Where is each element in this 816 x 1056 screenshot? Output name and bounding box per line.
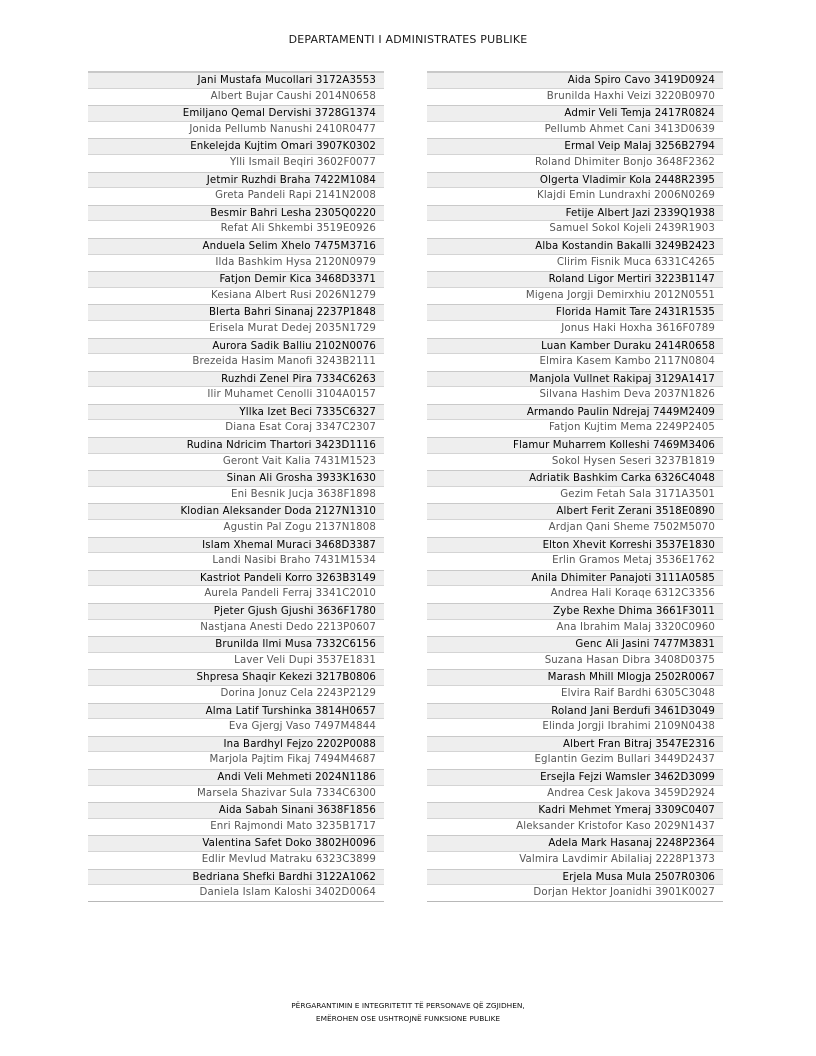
- list-item: Olgerta Vladimir Kola 2448R2395: [427, 172, 723, 189]
- list-item: Klodian Aleksander Doda 2127N1310: [88, 503, 384, 520]
- list-item: Brunilda Haxhi Veizi 3220B0970: [427, 89, 723, 106]
- list-item: Flamur Muharrem Kolleshi 7469M3406: [427, 437, 723, 454]
- list-item: Brezeida Hasim Manofi 3243B2111: [88, 354, 384, 371]
- list-item: Valentina Safet Doko 3802H0096: [88, 835, 384, 852]
- list-item: Landi Nasibi Braho 7431M1534: [88, 553, 384, 570]
- list-item: Eva Gjergj Vaso 7497M4844: [88, 719, 384, 736]
- list-item: Kesiana Albert Rusi 2026N1279: [88, 288, 384, 305]
- list-item: Adela Mark Hasanaj 2248P2364: [427, 835, 723, 852]
- list-item: Ruzhdi Zenel Pira 7334C6263: [88, 371, 384, 388]
- list-item: Valmira Lavdimir Abilaliaj 2228P1373: [427, 852, 723, 869]
- list-item: Clirim Fisnik Muca 6331C4265: [427, 255, 723, 272]
- list-item: Elinda Jorgji Ibrahimi 2109N0438: [427, 719, 723, 736]
- list-item: Shpresa Shaqir Kekezi 3217B0806: [88, 669, 384, 686]
- list-item: Geront Vait Kalia 7431M1523: [88, 454, 384, 471]
- list-item: Albert Fran Bitraj 3547E2316: [427, 736, 723, 753]
- list-item: Enkelejda Kujtim Omari 3907K0302: [88, 138, 384, 155]
- list-item: Roland Jani Berdufi 3461D3049: [427, 703, 723, 720]
- list-item: Elmira Kasem Kambo 2117N0804: [427, 354, 723, 371]
- list-item: Ersejla Fejzi Wamsler 3462D3099: [427, 769, 723, 786]
- list-item: Marash Mhill Mlogja 2502R0067: [427, 669, 723, 686]
- page-title: DEPARTAMENTI I ADMINISTRATES PUBLIKE: [288, 33, 528, 46]
- list-item: Jani Mustafa Mucollari 3172A3553: [88, 72, 384, 89]
- list-item: Pellumb Ahmet Cani 3413D0639: [427, 122, 723, 139]
- list-item: Ilir Muhamet Cenolli 3104A0157: [88, 387, 384, 404]
- list-item: Edlir Mevlud Matraku 6323C3899: [88, 852, 384, 869]
- list-item: Eglantin Gezim Bullari 3449D2437: [427, 752, 723, 769]
- list-item: Fetije Albert Jazi 2339Q1938: [427, 205, 723, 222]
- list-item: Albert Bujar Caushi 2014N0658: [88, 89, 384, 106]
- list-item: Pjeter Gjush Gjushi 3636F1780: [88, 603, 384, 620]
- list-item: Emiljano Qemal Dervishi 3728G1374: [88, 105, 384, 122]
- list-item: Marsela Shazivar Sula 7334C6300: [88, 786, 384, 803]
- list-item: Jonida Pellumb Nanushi 2410R0477: [88, 122, 384, 139]
- list-item: Genc Ali Jasini 7477M3831: [427, 636, 723, 653]
- list-item: Ilda Bashkim Hysa 2120N0979: [88, 255, 384, 272]
- list-item: Luan Kamber Duraku 2414R0658: [427, 338, 723, 355]
- list-item: Erjela Musa Mula 2507R0306: [427, 869, 723, 886]
- list-item: Elton Xhevit Korreshi 3537E1830: [427, 537, 723, 554]
- footer: [0, 999, 816, 1025]
- list-item: Alba Kostandin Bakalli 3249B2423: [427, 238, 723, 255]
- list-item: Kadri Mehmet Ymeraj 3309C0407: [427, 802, 723, 819]
- list-item: Laver Veli Dupi 3537E1831: [88, 653, 384, 670]
- list-item: Ermal Veip Malaj 3256B2794: [427, 138, 723, 155]
- list-item: Aurora Sadik Balliu 2102N0076: [88, 338, 384, 355]
- list-item: Ylli Ismail Beqiri 3602F0077: [88, 155, 384, 172]
- list-item: Brunilda Ilmi Musa 7332C6156: [88, 636, 384, 653]
- list-item: Adriatik Bashkim Carka 6326C4048: [427, 470, 723, 487]
- list-item: Migena Jorgji Demirxhiu 2012N0551: [427, 288, 723, 305]
- list-item: Kastriot Pandeli Korro 3263B3149: [88, 570, 384, 587]
- list-item: Andi Veli Mehmeti 2024N1186: [88, 769, 384, 786]
- list-item: Diana Esat Coraj 3347C2307: [88, 420, 384, 437]
- list-item: Erlin Gramos Metaj 3536E1762: [427, 553, 723, 570]
- list-item: Aida Sabah Sinani 3638F1856: [88, 802, 384, 819]
- list-item: Besmir Bahri Lesha 2305Q0220: [88, 205, 384, 222]
- list-item: Andrea Hali Koraqe 6312C3356: [427, 586, 723, 603]
- list-item: Rudina Ndricim Thartori 3423D1116: [88, 437, 384, 454]
- list-item: Agustin Pal Zogu 2137N1808: [88, 520, 384, 537]
- list-item: Zybe Rexhe Dhima 3661F3011: [427, 603, 723, 620]
- footer-line-1: PËRGARANTIMIN E INTEGRITETIT TË PERSONAVE QË ZGJIDHEN,: [291, 1001, 525, 1010]
- list-item: Aurela Pandeli Ferraj 3341C2010: [88, 586, 384, 603]
- list-item: Samuel Sokol Kojeli 2439R1903: [427, 221, 723, 238]
- list-item: Blerta Bahri Sinanaj 2237P1848: [88, 304, 384, 321]
- list-item: Refat Ali Shkembi 3519E0926: [88, 221, 384, 238]
- list-item: Albert Ferit Zerani 3518E0890: [427, 503, 723, 520]
- list-item: Fatjon Kujtim Mema 2249P2405: [427, 420, 723, 437]
- list-item: Jetmir Ruzhdi Braha 7422M1084: [88, 172, 384, 189]
- list-item: Fatjon Demir Kica 3468D3371: [88, 271, 384, 288]
- list-item: Greta Pandeli Rapi 2141N2008: [88, 188, 384, 205]
- left-name-list: [88, 71, 384, 902]
- list-item: Admir Veli Temja 2417R0824: [427, 105, 723, 122]
- list-item: Aida Spiro Cavo 3419D0924: [427, 72, 723, 89]
- list-item: Yllka Izet Beci 7335C6327: [88, 404, 384, 421]
- list-item: Marjola Pajtim Fikaj 7494M4687: [88, 752, 384, 769]
- list-item: Bedriana Shefki Bardhi 3122A1062: [88, 869, 384, 886]
- list-item: Ardjan Qani Sheme 7502M5070: [427, 520, 723, 537]
- list-item: Manjola Vullnet Rakipaj 3129A1417: [427, 371, 723, 388]
- list-item: Roland Ligor Mertiri 3223B1147: [427, 271, 723, 288]
- list-item: Enri Rajmondi Mato 3235B1717: [88, 819, 384, 836]
- list-item: Ina Bardhyl Fejzo 2202P0088: [88, 736, 384, 753]
- list-item: Erisela Murat Dedej 2035N1729: [88, 321, 384, 338]
- list-item: Sokol Hysen Seseri 3237B1819: [427, 454, 723, 471]
- footer-line-2: EMËROHEN OSE USHTROJNË FUNKSIONE PUBLIKE: [315, 1014, 501, 1023]
- list-item: Anila Dhimiter Panajoti 3111A0585: [427, 570, 723, 587]
- list-item: Alma Latif Turshinka 3814H0657: [88, 703, 384, 720]
- list-item: Andrea Cesk Jakova 3459D2924: [427, 786, 723, 803]
- list-item: Nastjana Anesti Dedo 2213P0607: [88, 620, 384, 637]
- list-item: Islam Xhemal Muraci 3468D3387: [88, 537, 384, 554]
- list-item: Silvana Hashim Deva 2037N1826: [427, 387, 723, 404]
- list-item: Anduela Selim Xhelo 7475M3716: [88, 238, 384, 255]
- list-item: Sinan Ali Grosha 3933K1630: [88, 470, 384, 487]
- list-item: Gezim Fetah Sala 3171A3501: [427, 487, 723, 504]
- list-item: Armando Paulin Ndrejaj 7449M2409: [427, 404, 723, 421]
- list-item: Aleksander Kristofor Kaso 2029N1437: [427, 819, 723, 836]
- right-name-list: [427, 71, 723, 902]
- list-item: Suzana Hasan Dibra 3408D0375: [427, 653, 723, 670]
- list-item: Dorina Jonuz Cela 2243P2129: [88, 686, 384, 703]
- list-item: Daniela Islam Kaloshi 3402D0064: [88, 885, 384, 902]
- list-item: Florida Hamit Tare 2431R1535: [427, 304, 723, 321]
- list-item: Jonus Haki Hoxha 3616F0789: [427, 321, 723, 338]
- list-item: Eni Besnik Jucja 3638F1898: [88, 487, 384, 504]
- list-item: Roland Dhimiter Bonjo 3648F2362: [427, 155, 723, 172]
- list-item: Dorjan Hektor Joanidhi 3901K0027: [427, 885, 723, 902]
- list-item: Ana Ibrahim Malaj 3320C0960: [427, 620, 723, 637]
- list-item: Elvira Raif Bardhi 6305C3048: [427, 686, 723, 703]
- list-item: Klajdi Emin Lundraxhi 2006N0269: [427, 188, 723, 205]
